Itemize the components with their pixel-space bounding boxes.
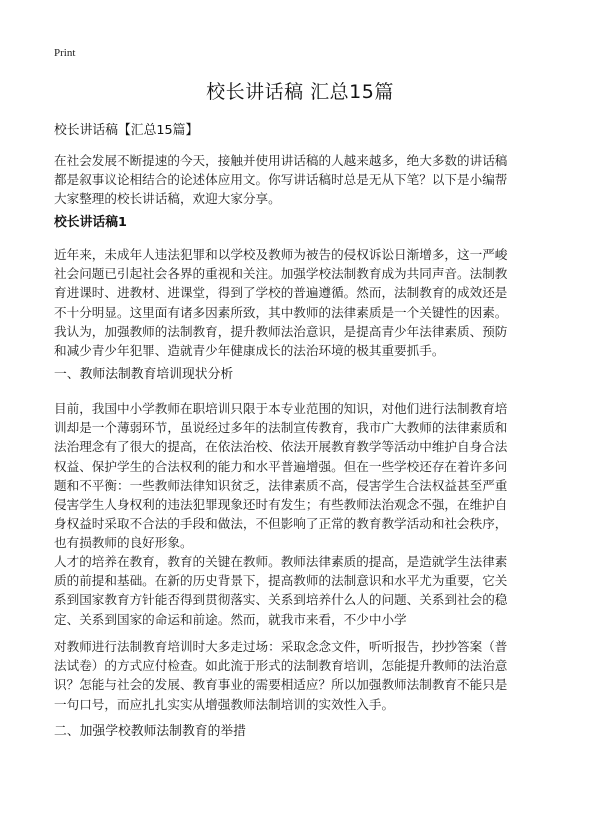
paragraph-line: 法试卷）的方式应付检查。如此流于形式的法制教育培训，怎能提升教师的法治意 [54,658,508,674]
section-heading: 校长讲话稿1 [54,215,127,230]
page-title: 校长讲话稿 汇总15篇 [206,81,394,103]
paragraph-line: 权益、保护学生的合法权利的能力和水平普遍增强。但在一些学校还存在着许多问 [54,458,508,474]
paragraph-4 [54,637,550,714]
paragraph-line: 不十分明显。这里面有诸多因素所致，其中教师的法律素质是一个关键性的因素。 [54,304,508,320]
paragraph-line: 社会问题已引起社会各界的重视和关注。加强学校法制教育成为共同声音。法制教 [54,266,508,282]
paragraph-line: 训却是一个薄弱环节，虽说经过多年的法制宣传教育，我市广大教师的法律素质和 [54,420,508,436]
paragraph-line: 一句口号，而应扎扎实实从增强教师法制培训的实效性入手。 [54,696,395,712]
paragraph-line: 人才的培养在教育，教育的关键在教师。教师法律素质的提高，是造就学生法律素 [54,554,508,569]
paragraph-line: 系到国家教育方针能否得到贯彻落实、关系到培养什么人的问题、关系到社会的稳 [54,592,508,608]
intro-paragraph [54,151,550,209]
paragraph-3 [54,552,550,629]
heading-2: 二、加强学校教师法制教育的举措 [54,724,246,739]
paragraph-line: 我认为，加强教师的法制教育，提升教师法治意识，是提高青少年法律素质、预防 [54,323,508,339]
print-label: Print [54,47,76,59]
paragraph-1 [54,245,550,360]
intro-line: 在社会发展不断提速的今天，接触并使用讲话稿的人越来越多，绝大多数的讲话稿 [54,153,508,168]
paragraph-line: 身权益时采取不合法的手段和做法，不但影响了正常的教育教学活动和社会秩序， [54,516,508,532]
paragraph-line: 识？怎能与社会的发展、教育事业的需要相适应？所以加强教师法制教育不能只是 [54,677,508,693]
paragraph-line: 法治理念有了很大的提高，在依法治校、依法开展教育教学等活动中维护自身合法 [54,439,508,455]
paragraph-line: 目前，我国中小学教师在职培训只限于本专业范围的知识，对他们进行法制教育培 [54,401,508,416]
heading-1: 一、教师法制教育培训现状分析 [54,367,234,382]
paragraph-line: 题和不平衡：一些教师法律知识贫乏，法律素质不高，侵害学生合法权益甚至严重 [54,477,508,493]
paragraph-line: 侵害学生人身权利的违法犯罪现象还时有发生；有些教师法治观念不强，在维护自 [54,497,508,513]
paragraph-line: 也有损教师的良好形象。 [54,535,193,551]
paragraph-line: 定、关系到国家的命运和前途。然而，就我市来看，不少中小学 [54,611,407,627]
intro-line: 都是叙事议论相结合的论述体应用文。你写讲话稿时总是无从下笔？以下是小编帮 [54,172,508,188]
document-subtitle: 校长讲话稿【汇总15篇】 [54,123,199,138]
paragraph-line: 和减少青少年犯罪、造就青少年健康成长的法治环境的极其重要抓手。 [54,343,445,359]
paragraph-line: 近年来，未成年人违法犯罪和以学校及教师为被告的侵权诉讼日渐增多，这一严峻 [54,247,508,262]
paragraph-line: 育进课时、进教材、进课堂，得到了学校的普遍遵循。然而，法制教育的成效还是 [54,285,508,301]
paragraph-2 [54,399,550,553]
paragraph-line: 对教师进行法制教育培训时大多走过场：采取念念文件，听听报告，抄抄答案（普 [54,639,508,654]
paragraph-line: 质的前提和基础。在新的历史背景下，提高教师的法制意识和水平尤为重要，它关 [54,573,508,589]
intro-line: 大家整理的校长讲话稿，欢迎大家分享。 [54,191,281,207]
